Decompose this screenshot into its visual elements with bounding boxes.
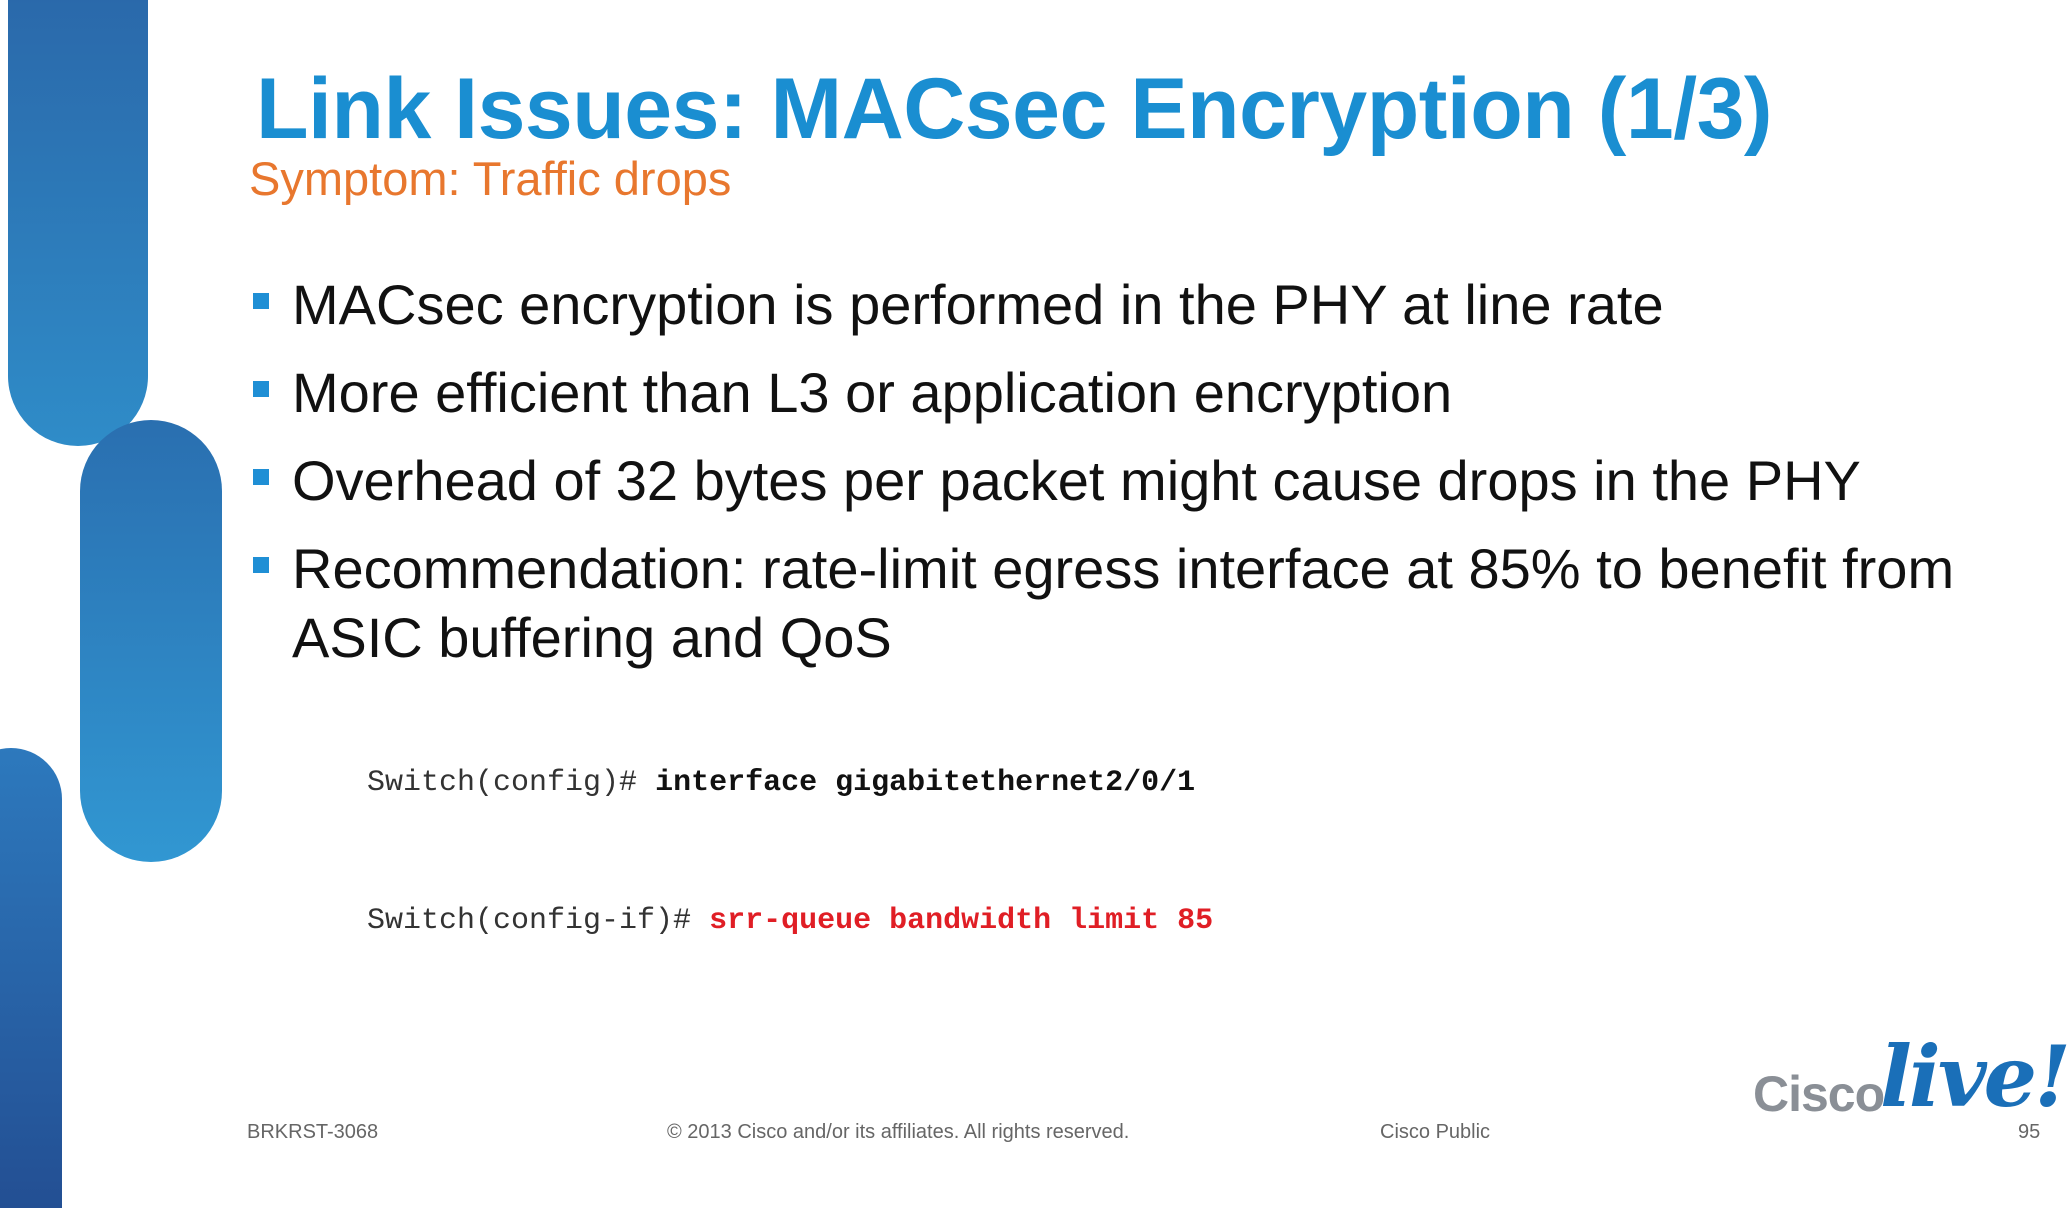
slide-title: Link Issues: MACsec Encryption (1/3) <box>256 61 1773 157</box>
decorative-shape-bottom <box>0 748 62 1208</box>
bullet-text: More efficient than L3 or application encryption <box>292 361 1453 424</box>
bullet-square-icon <box>253 469 269 485</box>
decorative-shape-top <box>8 0 148 446</box>
bullet-square-icon <box>253 293 269 309</box>
cisco-live-logo <box>1750 1022 2068 1126</box>
cli-prompt: Switch(config)# <box>367 766 638 800</box>
bullet-list <box>252 270 1992 691</box>
decorative-shape-middle <box>80 420 222 862</box>
footer-page-number: 95 <box>2018 1121 2041 1143</box>
bullet-item <box>252 446 1992 515</box>
bullet-item <box>252 358 1992 427</box>
footer-session-id: BRKRST-3068 <box>247 1121 379 1143</box>
bullet-square-icon <box>253 381 269 397</box>
footer-classification: Cisco Public <box>1380 1121 1491 1143</box>
bullet-text: MACsec encryption is performed in the PHY at line rate <box>292 273 1664 336</box>
bullet-text: Overhead of 32 bytes per packet might cause drops in the PHY <box>292 449 1861 512</box>
code-line <box>367 901 1213 971</box>
code-line <box>367 763 1213 833</box>
bullet-item <box>252 270 1992 339</box>
bullet-text: Recommendation: rate-limit egress interface at 85% to benefit from ASIC buffering and QoS <box>292 537 1955 669</box>
slide-subtitle: Symptom: Traffic drops <box>249 152 732 205</box>
footer-copyright: © 2013 Cisco and/or its affiliates. All rights reserved. <box>667 1121 1130 1143</box>
cli-command: interface gigabitethernet2/0/1 <box>655 766 1196 800</box>
bullet-square-icon <box>253 557 269 573</box>
cli-code-block <box>367 695 1213 1005</box>
logo-brand-text: Cisco <box>1753 1066 1885 1122</box>
bullet-item <box>252 534 1992 672</box>
logo-product-text: live! <box>1880 1027 2068 1126</box>
cli-prompt: Switch(config-if)# <box>367 904 692 938</box>
cli-command-highlighted: srr-queue bandwidth limit 85 <box>709 904 1214 938</box>
